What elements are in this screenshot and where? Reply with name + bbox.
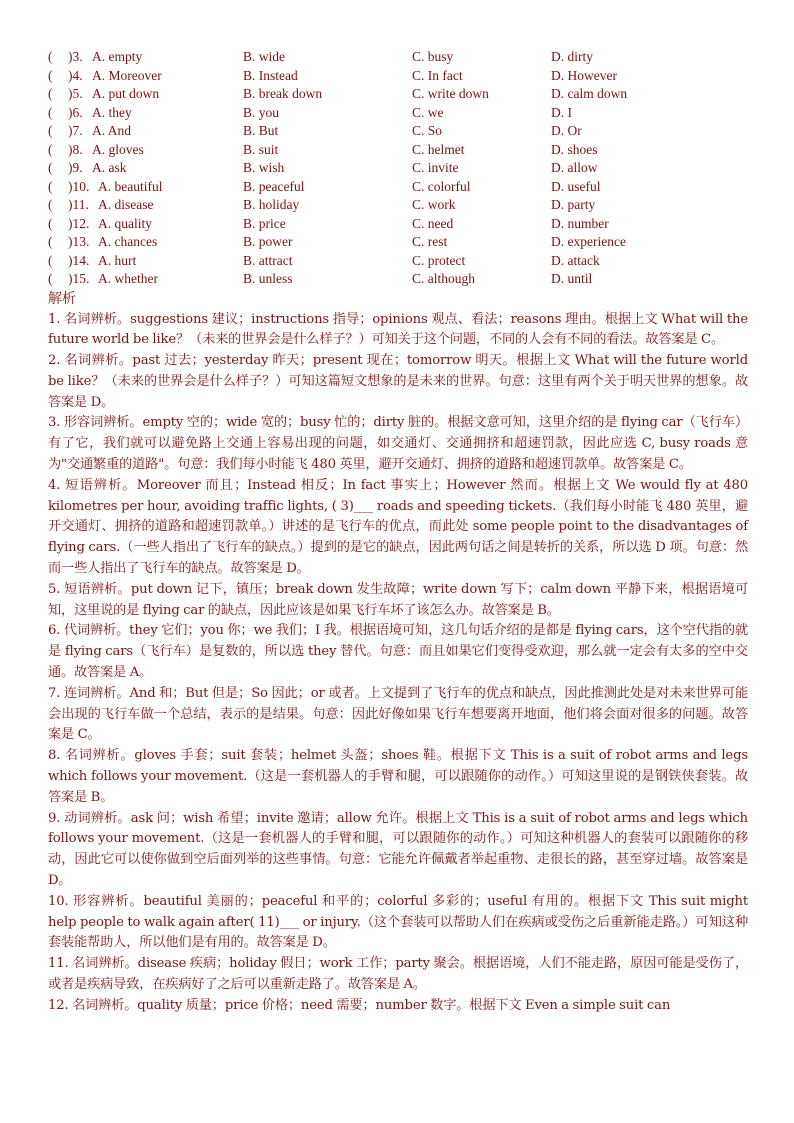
paren: ( [48,178,53,194]
explanation-paragraph: 5. 短语辨析。put down 记下，镇压；break down 发生故障；write down 写下；calm down 平静下来，根据语境可知，这里说的是 flying car 的缺点，因此应该是如果飞行车坏了该怎么办。故答案是 B。 [48,581,748,618]
option-a: A. empty [92,49,143,64]
question-number: )5. [68,86,83,101]
explanation-paragraph: 3. 形容词辨析。empty 空的；wide 宽的；busy 忙的；dirty 脏的。根据文意可知，这里介绍的是 flying car（飞行车）有了它，我们就可以避免路上交通上容易出现的问题，如交通灯、交通拥挤和超速罚款，因此应选 C, busy roads 意为"交通繁重的道路"。句意：我们每小时能飞 480 英里，避开交通灯、拥挤的道路和超速罚款单。故答案是 C。 [48,415,748,473]
option-a: A. And [92,123,132,138]
paren: ( [48,141,53,157]
explanation-paragraph: 1. 名词辨析。suggestions 建议；instructions 指导；opinions 观点、看法；reasons 理由。根据上文 What will the future world be like？（未来的世界会是什么样子？）可知关于这个问题，不同的人会有不同的看法。故答案是 C。 [48,311,748,348]
option-b: B. you [243,104,280,120]
option-row [48,252,748,271]
options-table [48,48,748,289]
option-b: B. price [243,215,286,231]
option-c: C. helmet [412,141,465,157]
paren: ( [48,215,53,231]
option-d: D. number [551,215,609,231]
option-a: A. beautiful [98,178,163,194]
option-d: D. However [551,67,617,83]
option-d: D. shoes [551,141,598,157]
question-number: )14. [68,252,90,268]
option-c: C. invite [412,160,459,175]
option-c: C. protect [412,252,466,268]
question-number: )10. [68,178,90,194]
question-number: )12. [68,215,90,231]
option-b: B. power [243,234,293,249]
explanation-paragraph: 4. 短语辨析。Moreover 而且；Instead 相反；In fact 事实上；However 然而。根据上文 We would fly at 480 kilometres per hour, avoiding traffic lights, ( 3)___ roads and speeding tickets.（我们每小时能飞 480 英里，避开交通灯、拥挤的道路和超速罚款单。）讲述的是飞行车的优点，而此处 some people point to the disadvantages of flying cars.（一些人指出了飞行车的缺点。）提到的是它的缺点，因此两句话之间是转折的关系，所以选 D 项。句意：然而一些人指出了飞行车的缺点。故答案是 D。 [48,477,748,577]
option-b: B. attract [243,252,293,268]
option-c: C. So [412,123,443,138]
explanation-paragraph: 6. 代词辨析。they 它们；you 你；we 我们；I 我。根据语境可知，这几句话介绍的是都是 flying cars，这个空代指的就是 flying cars（飞行车）是复数的，所以选 they 替代。句意：而且如果它们变得受欢迎，那么就一定会有太多的空中交通。故答案是 A。 [48,623,748,681]
option-c: C. although [412,271,475,286]
option-c: C. rest [412,234,448,249]
page [48,48,748,1017]
option-d: D. until [551,271,593,286]
option-b: B. break down [243,86,323,101]
option-a: A. ask [92,160,127,175]
explanation-paragraph: 10. 形容辨析。beautiful 美丽的；peaceful 和平的；colorful 多彩的；useful 有用的。根据下文 This suit might help people to walk again after( 11)___ or injury.（这个套装可以帮助人们在疾病或受伤之后重新能走路。）可知这种套装能帮助人，所以他们是有用的。故答案是 D。 [48,893,748,951]
option-row [48,159,748,178]
option-row [48,48,748,67]
option-d: D. party [551,197,596,212]
option-b: B. But [243,123,279,138]
option-row [48,67,748,86]
explanation-paragraph: 9. 动词辨析。ask 问；wish 希望；invite 邀请；allow 允许。根据上文 This is a suit of robot arms and legs which follows your movement.（这是一套机器人的手臂和腿，可以跟随你的动作。）可知这种机器人的套装可以跟随你的移动，因此它可以使你做到空后面列举的这些事情。句意：它能允许佩戴者举起重物、走很长的路，甚至穿过墙。故答案是 D。 [48,810,748,889]
question-number: )6. [68,104,83,120]
option-b: B. Instead [243,67,298,83]
paren: ( [48,197,53,212]
option-b: B. holiday [243,197,300,212]
option-row [48,141,748,160]
option-b: B. peaceful [243,178,305,194]
option-a: A. whether [98,271,158,286]
option-b: B. wish [243,160,285,175]
option-c: C. In fact [412,67,463,83]
paren: ( [48,104,53,120]
option-b: B. suit [243,141,279,157]
option-b: B. wide [243,49,285,64]
question-number: )11. [68,197,89,212]
explanations [48,310,748,1017]
paren: ( [48,271,53,286]
paren: ( [48,49,53,64]
option-d: D. useful [551,178,601,194]
option-d: D. calm down [551,86,628,101]
option-d: D. allow [551,160,598,175]
option-row [48,215,748,234]
explanation-paragraph: 8. 名词辨析。gloves 手套；suit 套装；helmet 头盔；shoes 鞋。根据下文 This is a suit of robot arms and legs which follows your movement.（这是一套机器人的手臂和腿，可以跟随你的动作。）可知这里说的是钢铁侠套装。故答案是 B。 [48,748,748,805]
option-row [48,233,748,252]
explanation-paragraph: 7. 连词辨析。And 和；But 但是；So 因此；or 或者。上文提到了飞行车的优点和缺点，因此推测此处是对未来世界可能会出现的飞行车做一个总结，表示的是结果。句意：因此好像如果飞行车想要离开地面，他们将会面对很多的问题。故答案是 C。 [48,685,748,743]
question-number: )13. [68,234,90,249]
option-d: D. attack [551,252,600,268]
option-c: C. work [412,197,456,212]
option-a: A. quality [98,215,152,231]
option-c: C. we [412,104,444,120]
explanation-paragraph: 11. 名词辨析。disease 疾病；holiday 假日；work 工作；party 聚会。根据语境，人们不能走路，原因可能是受伤了，或者是疾病导致，在疾病好了之后可以重新走路了。故答案是 A。 [48,956,748,992]
option-a: A. gloves [92,141,144,157]
option-a: A. they [92,104,132,120]
question-number: )15. [68,271,90,286]
option-d: D. dirty [551,49,593,64]
option-c: C. busy [412,49,454,64]
option-c: C. colorful [412,178,471,194]
paren: ( [48,67,53,83]
option-b: B. unless [243,271,293,286]
paren: ( [48,160,53,175]
paren: ( [48,86,53,101]
option-row [48,270,748,289]
paren: ( [48,252,53,268]
option-row [48,85,748,104]
option-a: A. hurt [98,252,137,268]
explanation-paragraph: 12. 名词辨析。quality 质量；price 价格；need 需要；number 数字。根据下文 Even a simple suit can [48,997,671,1013]
question-number: )7. [68,123,83,138]
question-number: )3. [68,49,83,64]
section-heading: 解析 [48,291,76,307]
question-number: )8. [68,141,83,157]
option-row [48,196,748,215]
paren: ( [48,123,53,138]
option-c: C. write down [412,86,489,101]
option-a: A. put down [92,86,160,101]
option-d: D. Or [551,123,582,138]
option-a: A. chances [98,234,158,249]
option-a: A. Moreover [92,67,162,83]
option-a: A. disease [98,197,154,212]
option-row [48,104,748,123]
question-number: )9. [68,160,83,175]
explanation-paragraph: 2. 名词辨析。past 过去；yesterday 昨天；present 现在；tomorrow 明天。根据上文 What will the future world be like？（未来的世界会是什么样子？）可知这篇短文想象的是未来的世界。句意：这里有两个关于明天世界的想象。故答案是 D。 [48,353,748,410]
question-number: )4. [68,67,83,83]
option-d: D. I [551,104,572,120]
option-c: C. need [412,215,454,231]
paren: ( [48,234,53,249]
option-row [48,122,748,141]
option-row [48,178,748,197]
option-d: D. experience [551,234,626,249]
